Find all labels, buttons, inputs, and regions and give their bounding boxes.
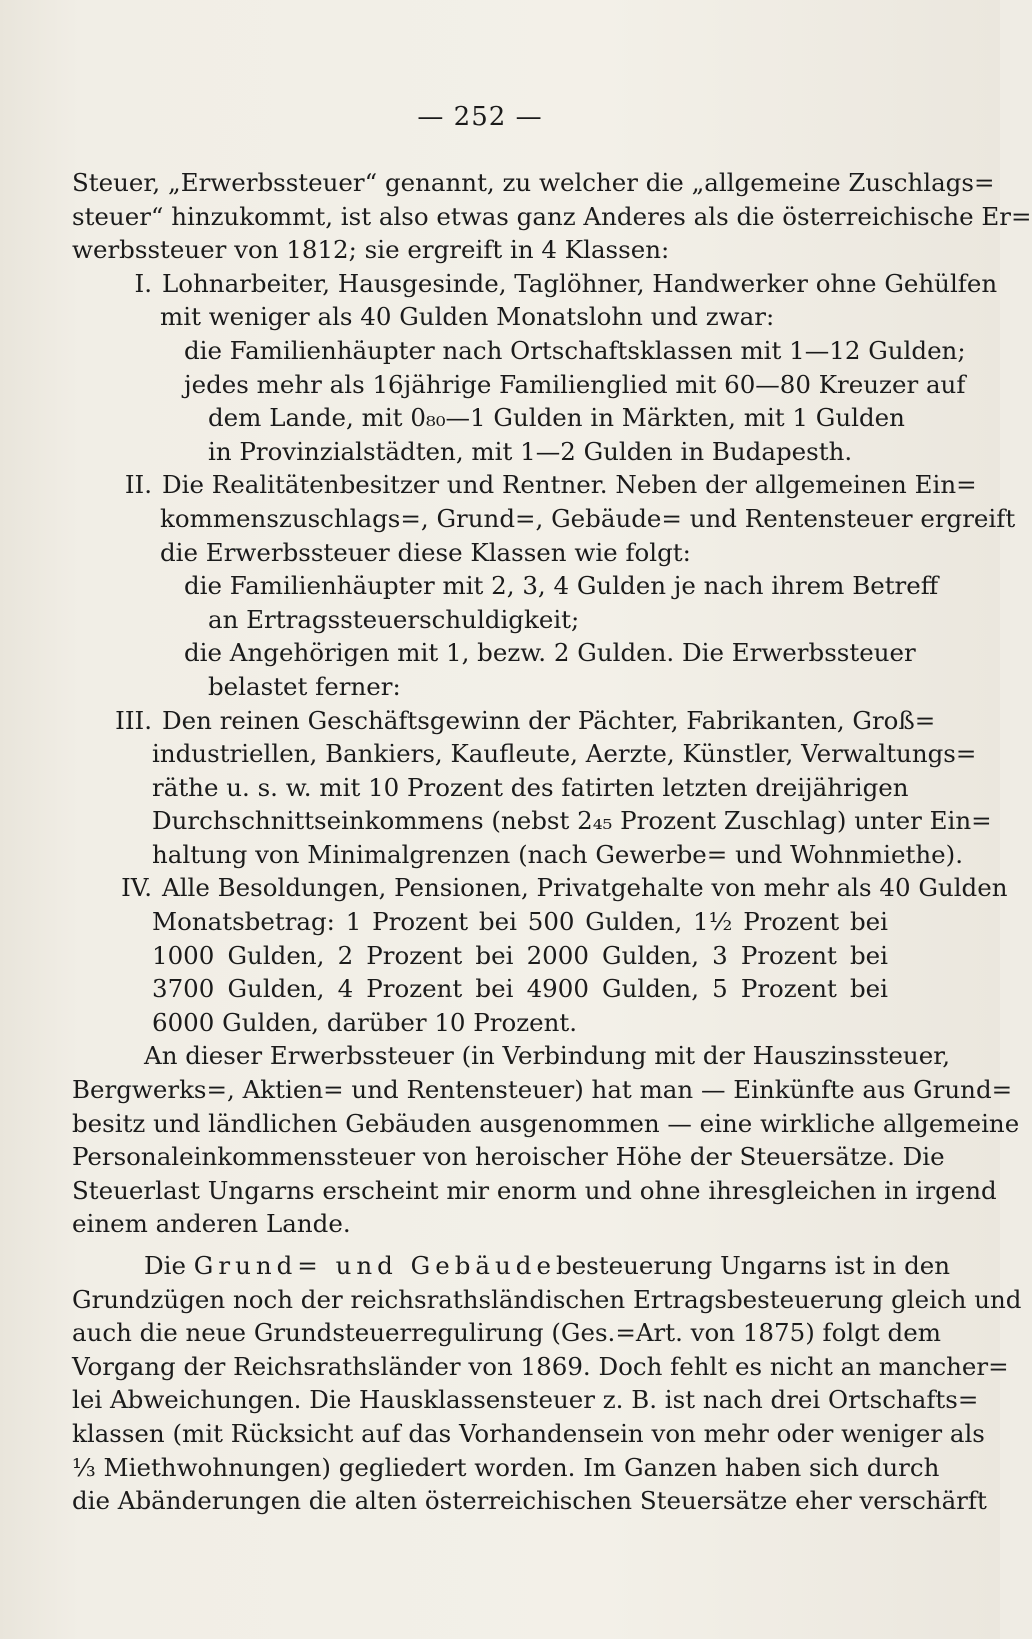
class-2-heading: [72, 468, 977, 502]
text-line: einem anderen Lande.: [72, 1209, 351, 1239]
text-line: 1000 Gulden, 2 Prozent bei 2000 Gulden, 3 Prozent bei: [152, 940, 888, 970]
text-line: Grundzügen noch der reichsrathsländischen Ertragsbesteuerung gleich und: [72, 1284, 1022, 1314]
class-text: Die Realitätenbesitzer und Rentner. Neben der allgemeinen Ein=: [162, 470, 977, 500]
text-line: dem Lande, mit 0₈₀—1 Gulden in Märkten, mit 1 Gulden: [208, 403, 905, 433]
text-line: die Angehörigen mit 1, bezw. 2 Gulden. Die Erwerbssteuer: [184, 638, 916, 668]
page-text: [72, 166, 1032, 1518]
text-line: die Abänderungen die alten österreichischen Steuersätze eher verschärft: [72, 1486, 987, 1516]
text-line: Steuerlast Ungarns erscheint mir enorm und ohne ihresgleichen in irgend: [72, 1175, 997, 1205]
page-number: — 252 —: [417, 102, 543, 132]
text-line: die Familienhäupter mit 2, 3, 4 Gulden je nach ihrem Betreff: [184, 571, 939, 601]
class-4-heading: [72, 871, 1008, 905]
text-line: belastet ferner:: [208, 671, 401, 701]
text-line: in Provinzialstädten, mit 1—2 Gulden in Budapesth.: [208, 436, 853, 466]
text-line: haltung von Minimalgrenzen (nach Gewerbe= und Wohnmiethe).: [152, 839, 963, 869]
text-line: Personaleinkommenssteuer von heroischer Höhe der Steuersätze. Die: [72, 1142, 945, 1172]
text-line: die Erwerbssteuer diese Klassen wie folgt:: [160, 537, 691, 567]
class-text: Den reinen Geschäftsgewinn der Pächter, Fabrikanten, Groß=: [162, 705, 936, 735]
text-line: mit weniger als 40 Gulden Monatslohn und zwar:: [160, 302, 775, 332]
text-line: kommenszuschlags=, Grund=, Gebäude= und Rentensteuer ergreift: [160, 503, 1016, 533]
text-line: 3700 Gulden, 4 Prozent bei 4900 Gulden, 5 Prozent bei: [152, 974, 888, 1004]
text-line: ⅓ Miethwohnungen) gegliedert worden. Im Ganzen haben sich durch: [72, 1452, 940, 1482]
class-number: IV.: [121, 873, 152, 903]
class-text: Alle Besoldungen, Pensionen, Privatgehalte von mehr als 40 Gulden: [162, 873, 1008, 903]
text-line: Vorgang der Reichsrathsländer von 1869. Doch fehlt es nicht an mancher=: [72, 1351, 1009, 1381]
text-line: Durchschnittseinkommens (nebst 2₄₅ Prozent Zuschlag) unter Ein=: [152, 806, 992, 836]
text-line: werbssteuer von 1812; sie ergreift in 4 Klassen:: [72, 235, 670, 265]
text-line: auch die neue Grundsteuerregulirung (Ges.=Art. von 1875) folgt dem: [72, 1318, 941, 1348]
text-line: An dieser Erwerbssteuer (in Verbindung mit der Hauszinssteuer,: [144, 1041, 951, 1071]
text-line: an Ertragssteuerschuldigkeit;: [208, 604, 580, 634]
text-line: steuer“ hinzukommt, ist also etwas ganz Anderes als die österreichische Er=: [72, 201, 1032, 231]
para-start: Die: [144, 1251, 186, 1280]
text-line: industriellen, Bankiers, Kaufleute, Aerzte, Künstler, Verwaltungs=: [152, 739, 977, 769]
class-text: Lohnarbeiter, Hausgesinde, Taglöhner, Handwerker ohne Gehülfen: [162, 268, 998, 298]
text-line-emphasis: [72, 1249, 951, 1283]
text-line: Steuer, „Erwerbssteuer“ genannt, zu welcher die „allgemeine Zuschlags=: [72, 168, 995, 197]
class-1-heading: [72, 267, 998, 301]
text-line: Bergwerks=, Aktien= und Rentensteuer) hat man — Einkünfte aus Grund=: [72, 1075, 1013, 1105]
text-line: lei Abweichungen. Die Hausklassensteuer z. B. ist nach drei Ortschafts=: [72, 1385, 979, 1415]
text-line: Monatsbetrag: 1 Prozent bei 500 Gulden, 1½ Prozent bei: [152, 907, 888, 937]
spaced-emphasis: Grund= und Gebäude: [193, 1251, 556, 1280]
text-line: 6000 Gulden, darüber 10 Prozent.: [152, 1007, 578, 1037]
class-number: II.: [124, 470, 152, 500]
class-number: I.: [134, 268, 152, 298]
text-line: besitz und ländlichen Gebäuden ausgenommen — eine wirkliche allgemeine: [72, 1108, 1020, 1138]
text-line: klassen (mit Rücksicht auf das Vorhandensein von mehr oder weniger als: [72, 1418, 985, 1448]
class-number: III.: [115, 705, 152, 735]
para-rest: besteuerung Ungarns ist in den: [555, 1251, 951, 1280]
text-line: jedes mehr als 16jährige Familienglied mit 60—80 Kreuzer auf: [184, 369, 966, 399]
text-line: die Familienhäupter nach Ortschaftsklassen mit 1—12 Gulden;: [184, 335, 966, 365]
class-3-heading: [72, 704, 936, 738]
text-line: räthe u. s. w. mit 10 Prozent des fatirten letzten dreijährigen: [152, 772, 909, 802]
